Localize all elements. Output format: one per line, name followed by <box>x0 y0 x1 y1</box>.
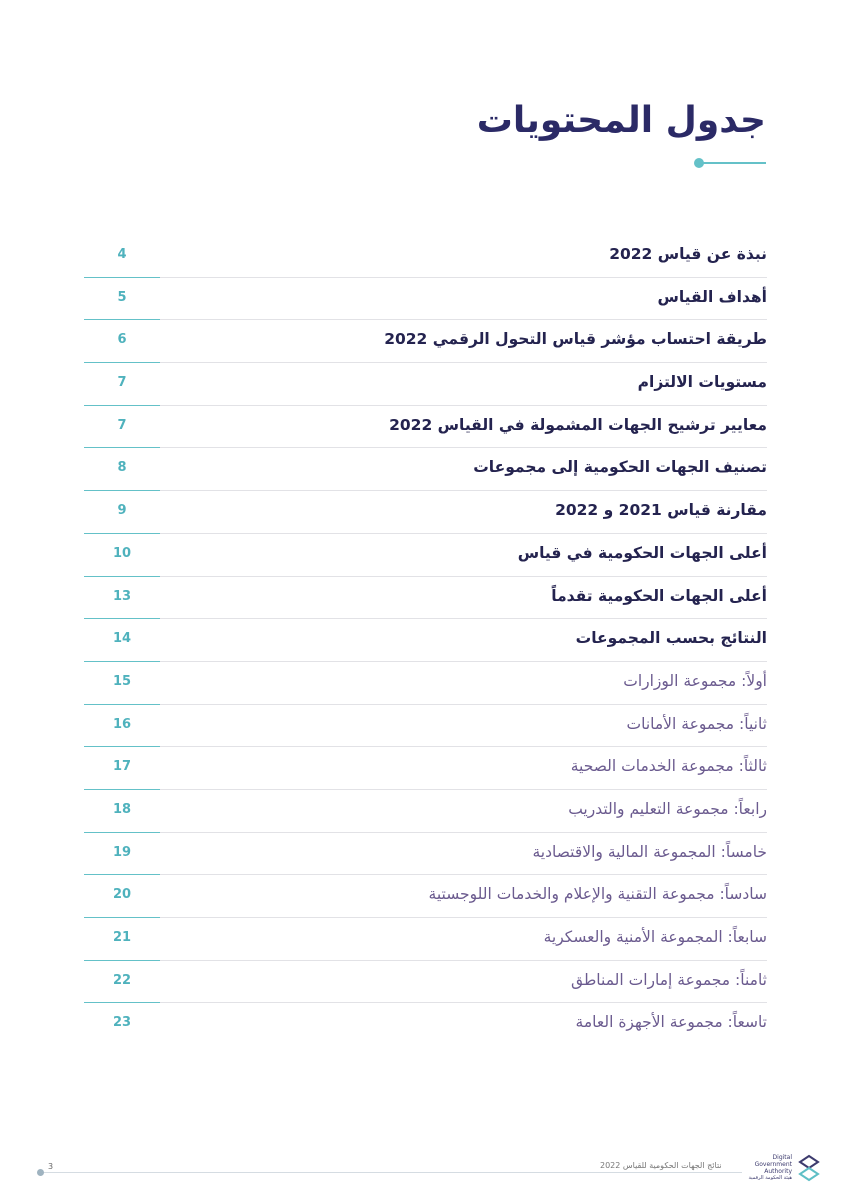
footer-divider <box>40 1172 742 1173</box>
toc-entry-label: طريقة احتساب مؤشر قياس التحول الرقمي 2022 <box>384 330 767 349</box>
toc-entry[interactable] <box>84 1003 767 1046</box>
toc-entry[interactable] <box>84 619 767 662</box>
toc-entry[interactable] <box>84 235 767 278</box>
toc-entry-label: تاسعاً: مجموعة الأجهزة العامة <box>575 1013 767 1032</box>
toc-entry-page-number: 21 <box>112 930 132 945</box>
toc-entry[interactable] <box>84 747 767 790</box>
toc-entry-label: معايير ترشيح الجهات المشمولة في القياس 2022 <box>389 415 767 434</box>
toc-entry-page-number: 7 <box>117 375 127 391</box>
toc-entry-page-number: 16 <box>112 716 132 732</box>
toc-entry-label: نبذة عن قياس 2022 <box>609 245 767 263</box>
toc-entry[interactable] <box>84 448 767 491</box>
toc-entry-label: سابعاً: المجموعة الأمنية والعسكرية <box>543 928 767 946</box>
toc-entry-page-number: 14 <box>112 631 132 647</box>
toc-entry-page-number: 22 <box>112 972 132 988</box>
toc-entry[interactable] <box>84 491 767 534</box>
toc-entry-label: خامساً: المجموعة المالية والاقتصادية <box>532 842 767 861</box>
toc-entry[interactable] <box>84 961 767 1004</box>
toc-entry-page-number: 19 <box>112 844 132 860</box>
toc-entry-label: مستويات الالتزام <box>637 373 767 392</box>
toc-entry-label: رابعاً: مجموعة التعليم والتدريب <box>568 799 767 818</box>
toc-entry[interactable] <box>84 790 767 833</box>
logo-text-en-1: Digital <box>772 1154 792 1161</box>
logo-text-ar: هيئة الحكومة الرقمية <box>748 1175 792 1181</box>
toc-entry-page-number: 13 <box>112 588 132 604</box>
toc-entry-label: مقارنة قياس 2021 و 2022 <box>555 501 767 520</box>
toc-entry[interactable] <box>84 363 767 406</box>
toc-entry-label: تصنيف الجهات الحكومية إلى مجموعات <box>473 458 767 477</box>
toc-entry-label: ثامناً: مجموعة إمارات المناطق <box>571 970 767 989</box>
toc-entry[interactable] <box>84 278 767 321</box>
toc-entry-label: النتائج بحسب المجموعات <box>575 629 767 648</box>
logo-text-en-2: Government <box>754 1161 792 1168</box>
toc-entry-page-number: 5 <box>117 289 127 305</box>
toc-entry-page-number: 23 <box>112 1015 132 1031</box>
toc-entry-label: أعلى الجهات الحكومية تقدماً <box>551 586 767 605</box>
page-title: جدول المحتويات <box>476 100 766 141</box>
toc-entry[interactable] <box>84 320 767 363</box>
toc-entry-page-number: 8 <box>117 460 127 476</box>
toc-entry-page-number: 6 <box>117 332 127 348</box>
logo-text-en-3: Authority <box>764 1168 792 1175</box>
toc-entry[interactable] <box>84 662 767 705</box>
toc-entry-label: أهداف القياس <box>657 287 767 306</box>
footer-report-title: نتائج الجهات الحكومية للقياس 2022 <box>600 1161 722 1170</box>
toc-entry-label: أعلى الجهات الحكومية في قياس <box>517 543 767 562</box>
toc-entry-page-number: 20 <box>112 887 132 903</box>
toc-entry[interactable] <box>84 918 767 961</box>
footer-divider-dot <box>37 1169 44 1176</box>
toc-entry-page-number: 18 <box>112 801 132 817</box>
toc-entry-label: سادساً: مجموعة التقنية والإعلام والخدمات اللوجستية <box>428 885 767 904</box>
dga-logo <box>746 1154 824 1188</box>
title-underline <box>698 162 766 164</box>
toc-entry-page-number: 9 <box>117 503 127 519</box>
footer-page-number: 3 <box>48 1162 54 1171</box>
toc-entry-label: ثانياً: مجموعة الأمانات <box>626 714 767 733</box>
toc-entry-page-number: 4 <box>117 247 127 262</box>
toc-entry-page-number: 7 <box>117 417 127 433</box>
title-underline-dot <box>694 158 704 168</box>
toc-entry[interactable] <box>84 705 767 748</box>
toc-entry-page-number: 10 <box>112 545 132 561</box>
toc-entry-label: ثالثاً: مجموعة الخدمات الصحية <box>570 757 767 776</box>
toc-entry[interactable] <box>84 875 767 918</box>
toc-entry[interactable] <box>84 534 767 577</box>
toc-entry[interactable] <box>84 406 767 449</box>
toc-entry[interactable] <box>84 577 767 620</box>
dga-logo-mark-icon <box>796 1154 822 1184</box>
toc-entry-label: أولاً: مجموعة الوزارات <box>623 671 767 690</box>
toc-entry[interactable] <box>84 833 767 876</box>
toc-entry-page-number: 17 <box>112 759 132 775</box>
table-of-contents <box>84 235 767 1046</box>
toc-entry-page-number: 15 <box>112 673 132 689</box>
